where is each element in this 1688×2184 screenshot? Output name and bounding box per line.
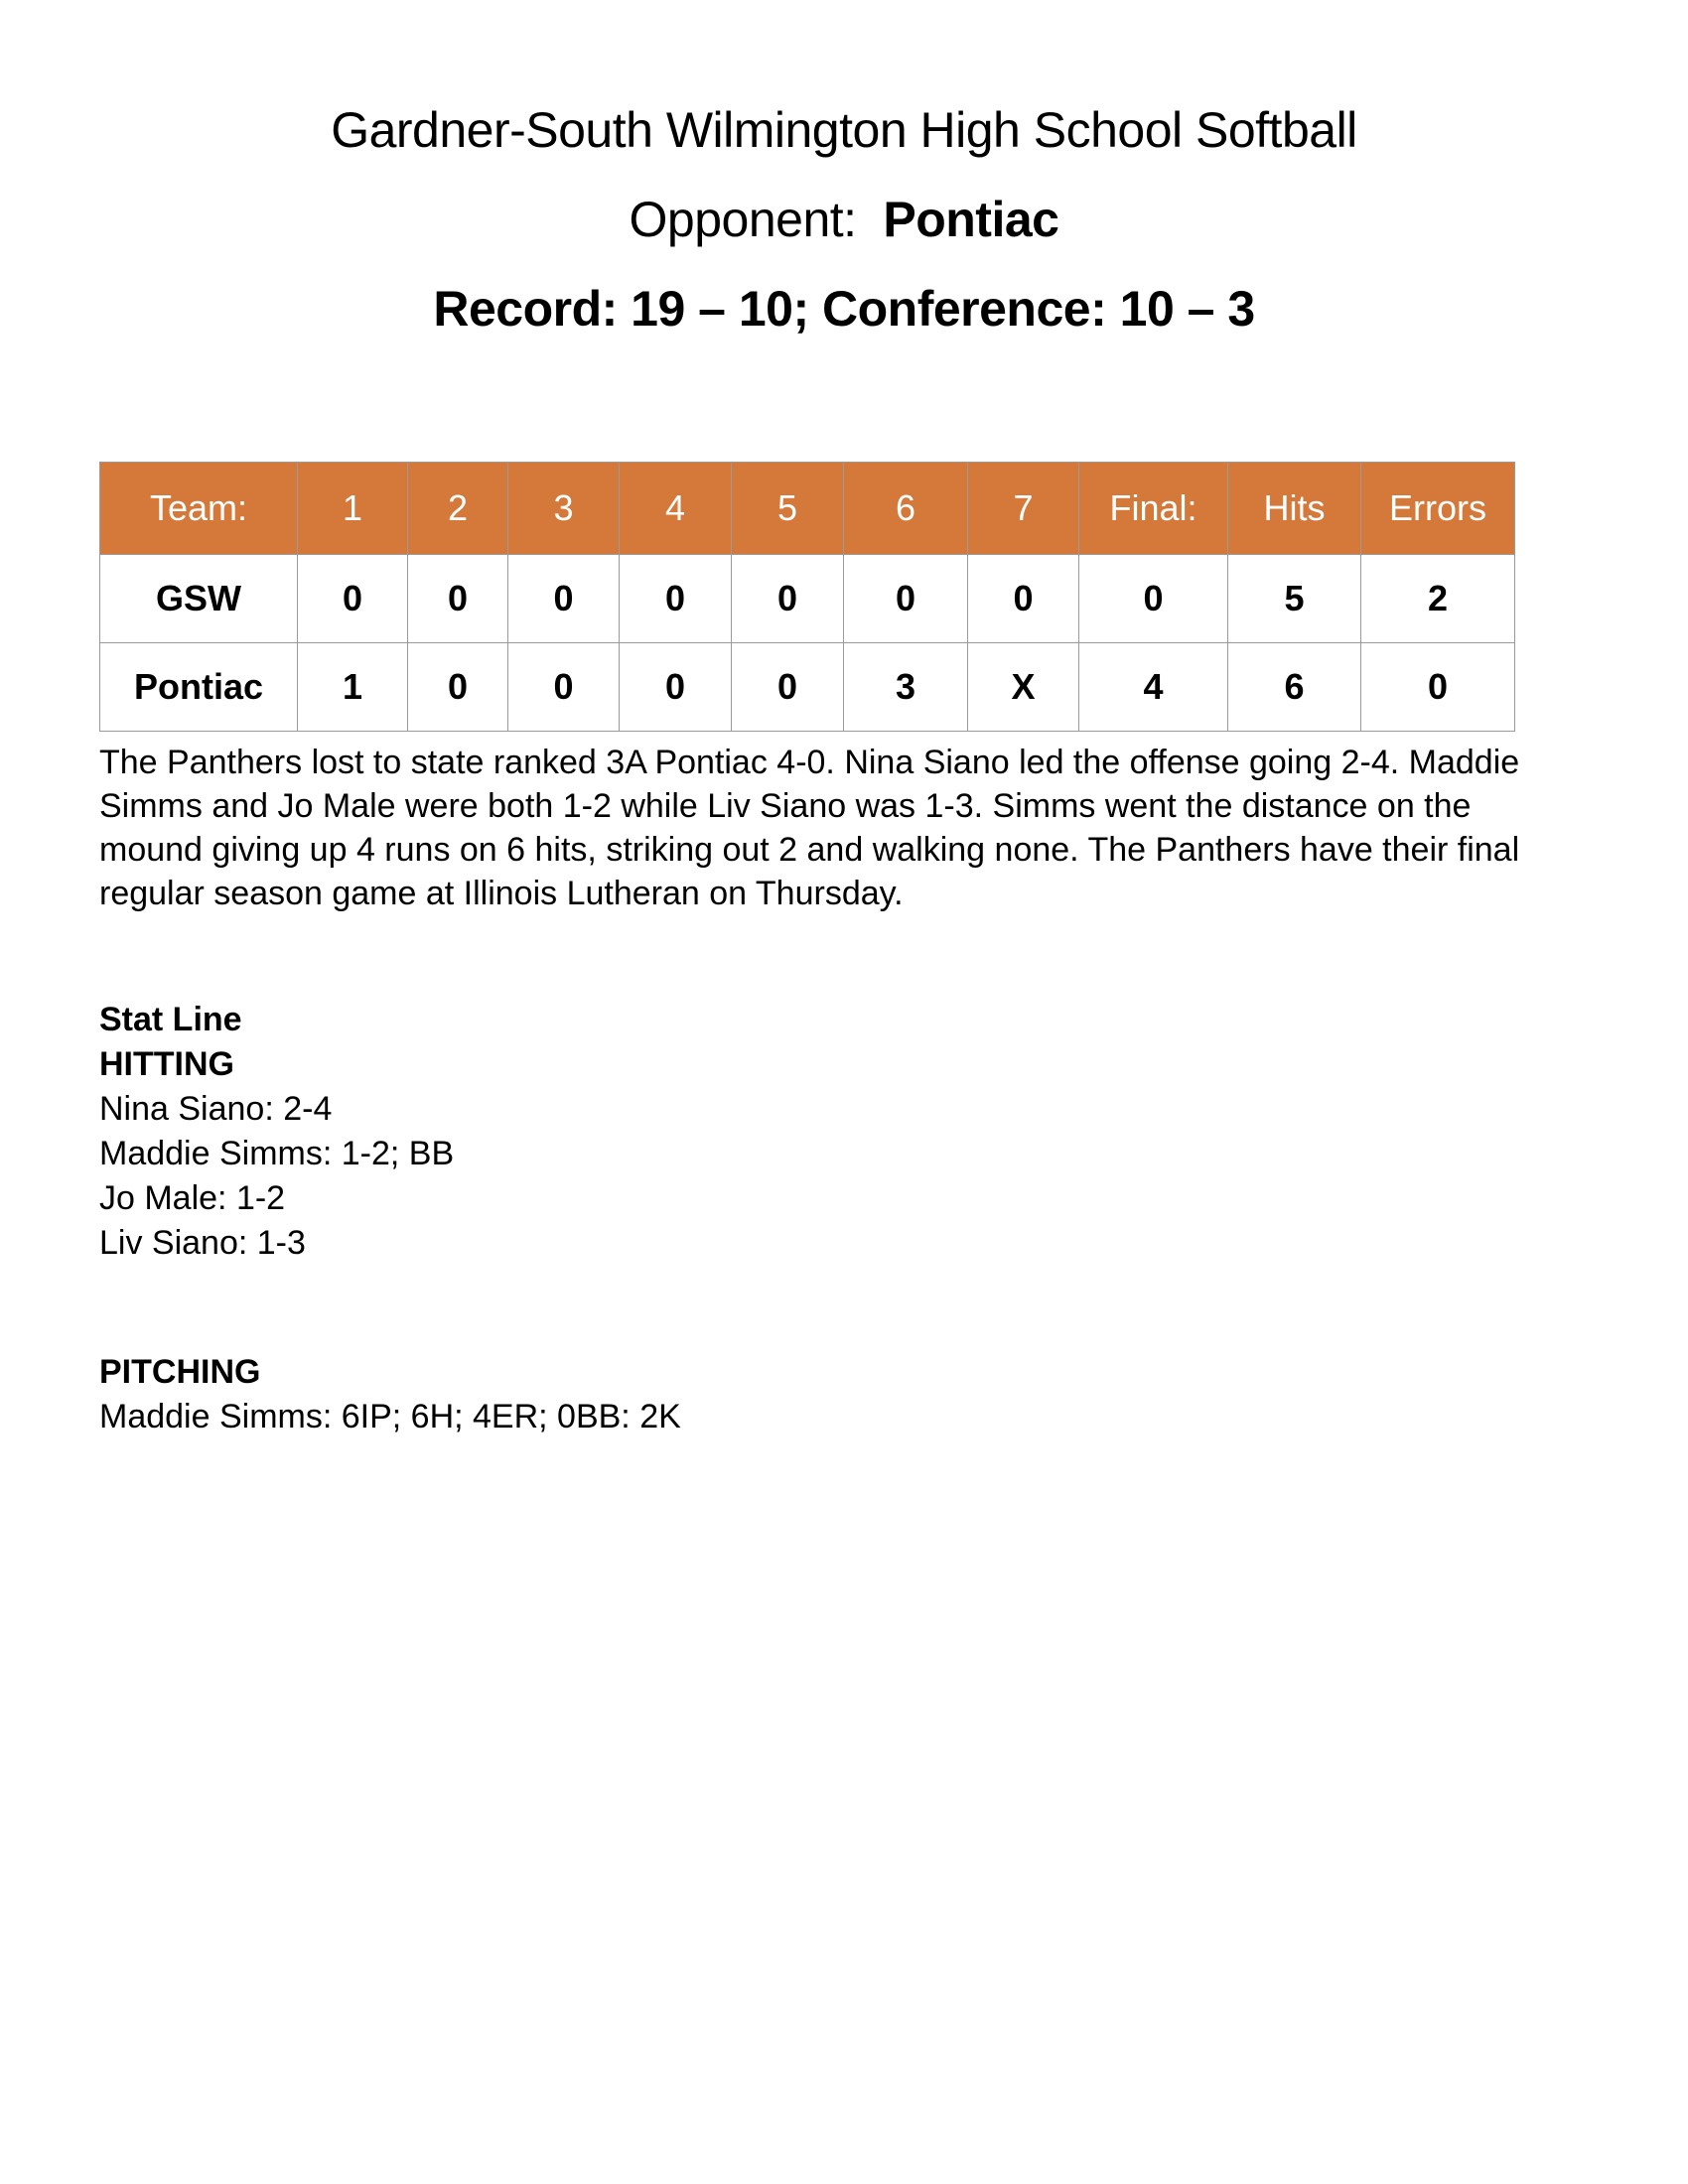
record-line: Record: 19 – 10; Conference: 10 – 3 — [433, 281, 1255, 337]
pitching-stats-section — [99, 1350, 681, 1439]
header-inning-7: 7 — [968, 463, 1079, 555]
header-inning-5: 5 — [732, 463, 844, 555]
inning-score: 0 — [968, 555, 1079, 643]
header-team: Team: — [100, 463, 298, 555]
game-recap-paragraph: The Panthers lost to state ranked 3A Pontiac 4-0. Nina Siano led the offense going 2-4. Maddie Simms and Jo Male were both 1-2 while Liv Siano was 1-3. Simms went the distance on the mound giving up 4 runs on 6 hits, striking out 2 and walking none. The Panthers have their final regular season game at Illinois Lutheran on Thursday. — [99, 744, 1520, 912]
table-row — [100, 555, 1515, 643]
pitching-heading: PITCHING — [99, 1353, 261, 1391]
header-errors: Errors — [1361, 463, 1515, 555]
scoreboard-table — [99, 462, 1515, 732]
inning-score: 0 — [732, 643, 844, 732]
inning-score: 0 — [508, 555, 620, 643]
header-inning-3: 3 — [508, 463, 620, 555]
inning-score: X — [968, 643, 1079, 732]
opponent-label: Opponent: — [629, 192, 857, 247]
final-score: 0 — [1079, 555, 1228, 643]
hitting-heading: HITTING — [99, 1045, 234, 1083]
inning-score: 1 — [298, 643, 408, 732]
errors-count: 0 — [1361, 643, 1515, 732]
stat-line-heading: Stat Line — [99, 1001, 242, 1038]
list-item: Maddie Simms: 6IP; 6H; 4ER; 0BB: 2K — [99, 1398, 681, 1435]
table-row — [100, 643, 1515, 732]
list-item: Liv Siano: 1-3 — [99, 1224, 306, 1262]
scoreboard-header-row — [100, 463, 1515, 555]
list-item: Nina Siano: 2-4 — [99, 1090, 333, 1128]
inning-score: 0 — [732, 555, 844, 643]
inning-score: 0 — [298, 555, 408, 643]
hits-count: 5 — [1228, 555, 1361, 643]
inning-score: 0 — [844, 555, 968, 643]
team-name: Pontiac — [100, 643, 298, 732]
list-item: Maddie Simms: 1-2; BB — [99, 1135, 455, 1172]
header-inning-6: 6 — [844, 463, 968, 555]
header-hits: Hits — [1228, 463, 1361, 555]
header-inning-2: 2 — [408, 463, 508, 555]
final-score: 4 — [1079, 643, 1228, 732]
header-inning-4: 4 — [620, 463, 732, 555]
inning-score: 0 — [620, 555, 732, 643]
hitting-stats-section — [99, 998, 454, 1266]
opponent-name: Pontiac — [883, 192, 1059, 247]
inning-score: 0 — [408, 555, 508, 643]
page-title: Gardner-South Wilmington High School Softball — [331, 102, 1357, 158]
hits-count: 6 — [1228, 643, 1361, 732]
header-final: Final: — [1079, 463, 1228, 555]
opponent-line — [0, 191, 1688, 248]
inning-score: 3 — [844, 643, 968, 732]
inning-score: 0 — [408, 643, 508, 732]
errors-count: 2 — [1361, 555, 1515, 643]
header-inning-1: 1 — [298, 463, 408, 555]
inning-score: 0 — [508, 643, 620, 732]
list-item: Jo Male: 1-2 — [99, 1179, 286, 1217]
inning-score: 0 — [620, 643, 732, 732]
team-name: GSW — [100, 555, 298, 643]
